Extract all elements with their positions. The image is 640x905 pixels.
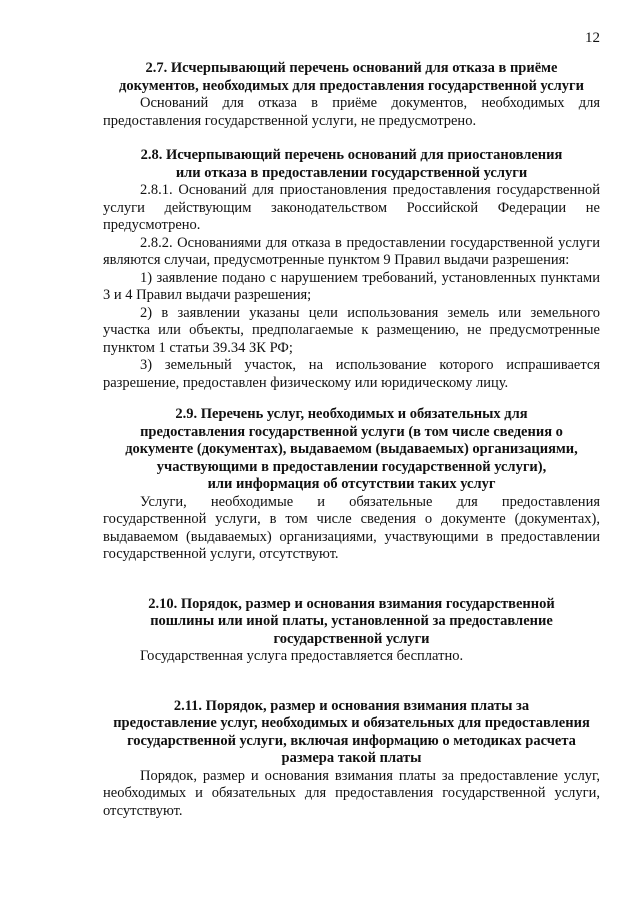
list-item: 1) заявление подано с нарушением требований, установленных пунктами 3 и 4 Правил выдачи разрешения; — [103, 269, 600, 303]
paragraph: Порядок, размер и основания взимания платы за предоставление услуг, необходимых и обязательных для предоставления государственной услуги, отсутствуют. — [103, 767, 600, 819]
heading-line: или отказа в предоставлении государственной услуги — [175, 164, 528, 181]
section-2-8 — [103, 147, 600, 392]
heading-line: 2.8. Исчерпывающий перечень оснований для приостановления — [140, 147, 563, 163]
section-2-10 — [103, 596, 600, 666]
heading-line: или информация об отсутствии таких услуг — [207, 476, 496, 492]
section-heading — [103, 406, 600, 494]
section-heading — [103, 596, 600, 649]
heading-line: государственной услуги, включая информацию о методиках расчета — [127, 732, 576, 749]
list-item: 3) земельный участок, на использование которого испрашивается разрешение, предоставлен физическому или юридическому лицу. — [103, 357, 600, 391]
heading-line: документов, необходимых для предоставления государственной услуги — [119, 77, 584, 94]
paragraph: Государственная услуга предоставляется бесплатно. — [140, 648, 464, 664]
heading-line: предоставления государственной услуги (в том числе сведения о — [140, 423, 563, 440]
section-heading — [103, 698, 600, 768]
section-heading — [103, 60, 600, 95]
heading-line: государственной услуги — [273, 630, 430, 647]
section-heading — [103, 147, 600, 182]
heading-line: предоставление услуг, необходимых и обязательных для предоставления — [113, 715, 590, 731]
section-2-7 — [103, 60, 600, 130]
heading-line: 2.10. Порядок, размер и основания взимания государственной — [148, 595, 555, 612]
document-body — [103, 60, 600, 820]
section-2-11 — [103, 698, 600, 821]
heading-line: 2.9. Перечень услуг, необходимых и обязательных для — [175, 406, 528, 422]
page-number: 12 — [585, 30, 600, 46]
paragraph: Услуги, необходимые и обязательные для предоставления государственной услуги, в том числе сведения о документе (документах), выдаваемом (выдаваемых) организациями, участвующими в предоставлении государственной услуги, отсутствуют. — [103, 493, 600, 562]
paragraph: 2.8.1. Оснований для приостановления предоставления государственной услуги действующим законодательством Российской Федерации не предусмотрено. — [103, 182, 600, 233]
heading-line: участвующими в предоставлении государственной услуги), — [156, 458, 547, 475]
paragraph: 2.8.2. Основаниями для отказа в предоставлении государственной услуги являются случаи, предусмотренные пунктом 9 Правил выдачи разрешения: — [103, 234, 600, 268]
section-2-9 — [103, 406, 600, 564]
paragraph: Оснований для отказа в приёме документов, необходимых для предоставления государственной услуги, не предусмотрено. — [103, 95, 600, 129]
heading-line: размера такой платы — [281, 750, 422, 766]
heading-line: пошлины или иной платы, установленной за предоставление — [150, 613, 553, 629]
heading-line: 2.7. Исчерпывающий перечень оснований для отказа в приёме — [145, 60, 558, 76]
heading-line: 2.11. Порядок, размер и основания взимания платы за — [173, 697, 530, 714]
list-item: 2) в заявлении указаны цели использования земель или земельного участка или объекты, предполагаемые к размещению, не предусмотренные пунктом 1 статьи 39.34 ЗК РФ; — [103, 304, 600, 356]
heading-line: документе (документах), выдаваемом (выдаваемых) организациями, — [125, 441, 578, 457]
